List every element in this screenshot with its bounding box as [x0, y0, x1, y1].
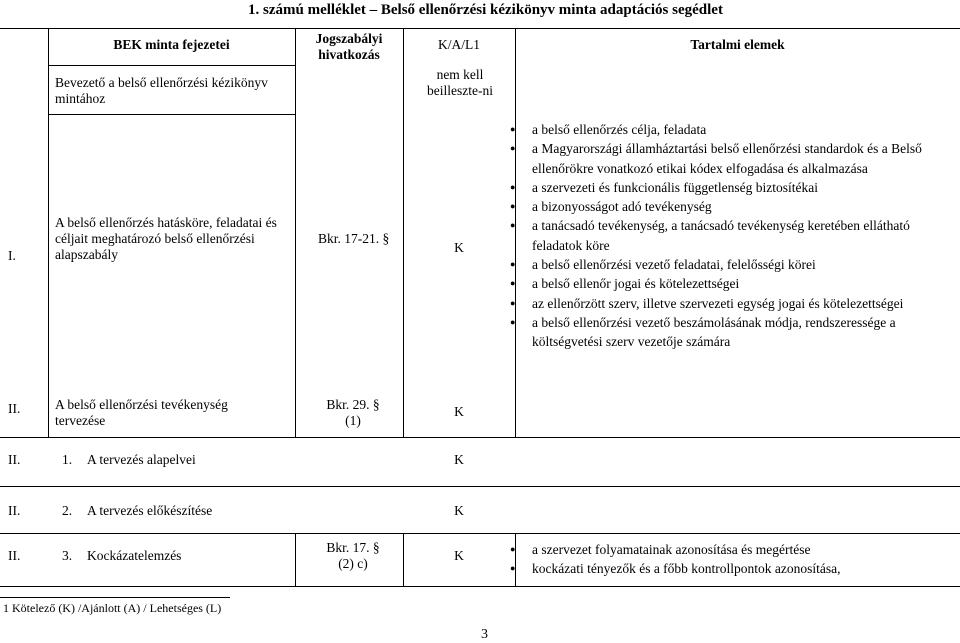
row-5-kal: K [454, 548, 464, 563]
list-item: ● a szervezeti és funkcionális függetlenség biztosítékai [510, 178, 950, 197]
row-3-kal: K [454, 452, 464, 467]
row-5-number: II. [8, 548, 21, 563]
list-item: ● a belső ellenőrzési vezető feladatai, felelősségi körei [510, 255, 950, 274]
row-5-jogszabaly: Bkr. 17. § (2) c) [326, 540, 380, 571]
header-jogszabalyi: Jogszabályi hivatkozás [315, 31, 383, 62]
footnote: 1 Kötelező (K) /Ajánlott (A) / Lehetséges (L) [3, 601, 222, 615]
row-4-sub: 2. [62, 503, 73, 518]
list-item: ● a tanácsadó tevékenység, a tanácsadó tevékenység keretében ellátható feladatok köre [510, 216, 950, 255]
row-2-title: A belső ellenőrzési tevékenység tervezése [55, 397, 228, 428]
row-intro-title: Bevezető a belső ellenőrzési kézikönyv mintához [55, 75, 268, 106]
footnote-divider [0, 597, 230, 598]
header-kal: K/A/L1 [438, 37, 480, 52]
content-list-1 [510, 120, 950, 352]
list-item: ● az ellenőrzött szerv, illetve szervezeti egység jogai és kötelezettségei [510, 294, 950, 313]
list-item: ● a belső ellenőrzési vezető beszámolásának módja, rendszeressége a költségvetési szerv vezetője számára [510, 313, 950, 352]
row-3-number: II. [8, 452, 21, 467]
row-1-jogszabaly: Bkr. 17-21. § [318, 231, 390, 246]
page-number: 3 [481, 627, 488, 642]
row-1-title: A belső ellenőrzés hatásköre, feladatai és céljait meghatározó belső ellenőrzési alapszabály [55, 215, 277, 262]
list-item: ● a Magyarországi államháztartási belső ellenőrzési standardok és a Belső ellenőrökre vonatkozó etikai kódex elfogadása és alkalmazása [510, 139, 950, 178]
list-item: ● a bizonyosságot adó tevékenység [510, 197, 950, 216]
content-list-2 [510, 540, 950, 579]
row-2-number: II. [8, 401, 21, 416]
row-intro-kal: nem kell beilleszte-ni [427, 67, 493, 98]
row-5-sub: 3. [62, 548, 73, 563]
list-item: ● a belső ellenőrzés célja, feladata [510, 120, 950, 139]
row-4-number: II. [8, 503, 21, 518]
row-1-kal: K [454, 240, 464, 255]
list-item: ● kockázati tényezők és a főbb kontrollpontok azonosítása, [510, 559, 950, 578]
row-2-kal: K [454, 404, 464, 419]
row-5-title: Kockázatelemzés [87, 548, 182, 563]
row-3-sub: 1. [62, 452, 73, 467]
page-title: 1. számú melléklet – Belső ellenőrzési kézikönyv minta adaptációs segédlet [248, 2, 723, 18]
row-4-title: A tervezés előkészítése [87, 503, 213, 518]
row-4-kal: K [454, 503, 464, 518]
header-tartalmi-elemek: Tartalmi elemek [690, 37, 785, 52]
list-item: ● a belső ellenőr jogai és kötelezettségei [510, 274, 950, 293]
row-3-title: A tervezés alapelvei [87, 452, 196, 467]
header-bek: BEK minta fejezetei [113, 37, 230, 52]
row-2-jogszabaly: Bkr. 29. § (1) [326, 397, 380, 428]
list-item: ● a szervezet folyamatainak azonosítása és megértése [510, 540, 950, 559]
row-1-number: I. [8, 248, 16, 263]
